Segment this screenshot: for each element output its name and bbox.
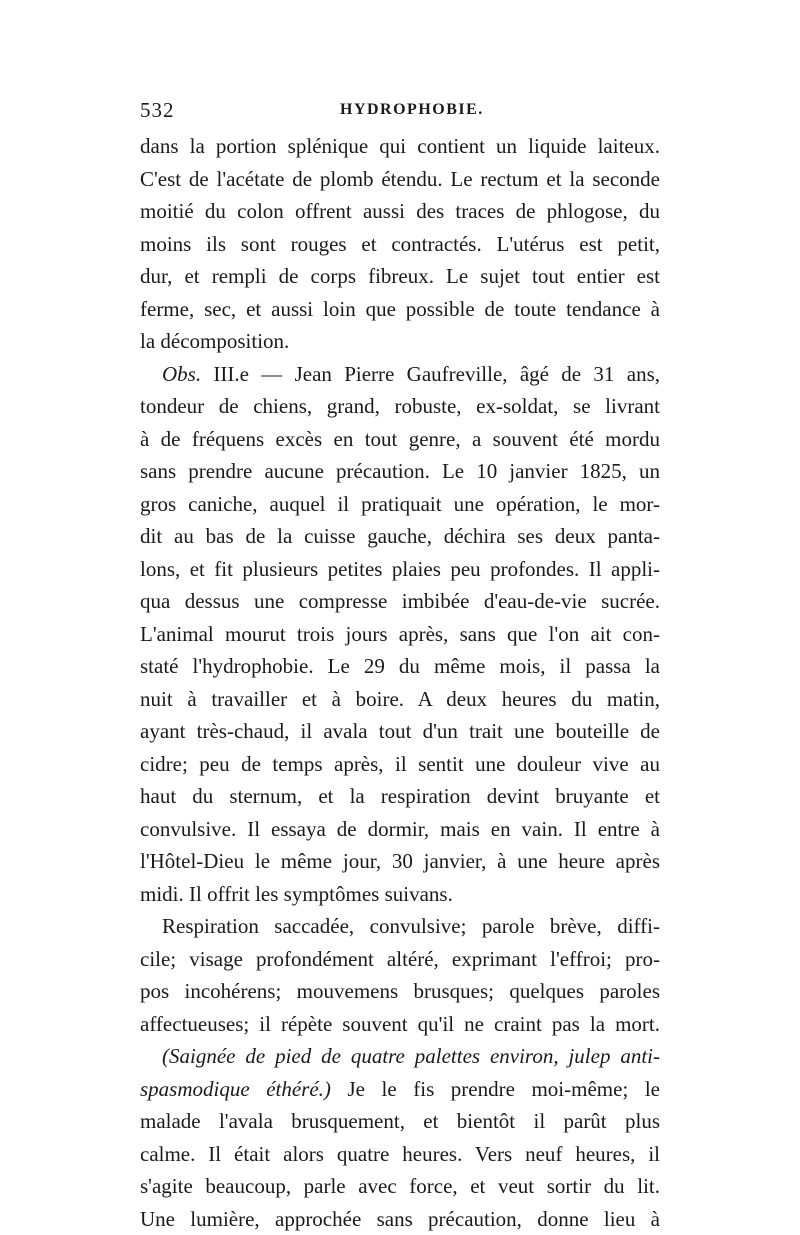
- observation-heading-line: [140, 358, 660, 391]
- text-line: midi. Il offrit les symptômes suivans.: [140, 878, 660, 911]
- text-line: Une lumière, approchée sans précaution, donne lieu à: [140, 1203, 660, 1235]
- text-line: dans la portion splénique qui contient un liquide laiteux.: [140, 130, 660, 163]
- obs-label: Obs.: [162, 362, 201, 386]
- prescription-line: (Saignée de pied de quatre palettes environ, julep anti-: [140, 1040, 660, 1073]
- text-line: convulsive. Il essaya de dormir, mais en vain. Il entre à: [140, 813, 660, 846]
- text-line: affectueuses; il répète souvent qu'il ne craint pas la mort.: [140, 1008, 660, 1041]
- text-line: dit au bas de la cuisse gauche, déchira ses deux panta-: [140, 520, 660, 553]
- text-line: staté l'hydrophobie. Le 29 du même mois, il passa la: [140, 650, 660, 683]
- text-line: lons, et fit plusieurs petites plaies peu profondes. Il appli-: [140, 553, 660, 586]
- text-line: [140, 1073, 660, 1106]
- text-line: ferme, sec, et aussi loin que possible de toute tendance à: [140, 293, 660, 326]
- text-line: sans prendre aucune précaution. Le 10 janvier 1825, un: [140, 455, 660, 488]
- text-line: moitié du colon offrent aussi des traces de phlogose, du: [140, 195, 660, 228]
- text-line: cile; visage profondément altéré, exprimant l'effroi; pro-: [140, 943, 660, 976]
- text-line: malade l'avala brusquement, et bientôt il parût plus: [140, 1105, 660, 1138]
- running-title: HYDROPHOBIE.: [340, 101, 484, 119]
- text-line: pos incohérens; mouvemens brusques; quelques paroles: [140, 975, 660, 1008]
- prescription-text: spasmodique éthéré.): [140, 1077, 331, 1101]
- text-line: l'Hôtel-Dieu le même jour, 30 janvier, à une heure après: [140, 845, 660, 878]
- text-line: dur, et rempli de corps fibreux. Le sujet tout entier est: [140, 260, 660, 293]
- text-line: qua dessus une compresse imbibée d'eau-de-vie sucrée.: [140, 585, 660, 618]
- text-line: tondeur de chiens, grand, robuste, ex-soldat, se livrant: [140, 390, 660, 423]
- text-line: gros caniche, auquel il pratiquait une opération, le mor-: [140, 488, 660, 521]
- text-line: haut du sternum, et la respiration devint bruyante et: [140, 780, 660, 813]
- text-line: à de fréquens excès en tout genre, a souvent été mordu: [140, 423, 660, 456]
- text-segment: III.e — Jean Pierre Gaufreville, âgé de 31 ans,: [201, 362, 660, 386]
- text-line: Respiration saccadée, convulsive; parole brève, diffi-: [140, 910, 660, 943]
- text-line: la décomposition.: [140, 325, 660, 358]
- text-line: moins ils sont rouges et contractés. L'utérus est petit,: [140, 228, 660, 261]
- text-line: cidre; peu de temps après, il sentit une douleur vive au: [140, 748, 660, 781]
- text-line: calme. Il était alors quatre heures. Vers neuf heures, il: [140, 1138, 660, 1171]
- text-segment: Je le fis prendre moi-même; le: [331, 1077, 660, 1101]
- text-line: L'animal mourut trois jours après, sans que l'on ait con-: [140, 618, 660, 651]
- page-number: 532: [140, 98, 175, 123]
- text-line: s'agite beaucoup, parle avec force, et veut sortir du lit.: [140, 1170, 660, 1203]
- running-head: [140, 98, 660, 128]
- text-line: ayant très-chaud, il avala tout d'un trait une bouteille de: [140, 715, 660, 748]
- text-line: C'est de l'acétate de plomb étendu. Le rectum et la seconde: [140, 163, 660, 196]
- text-line: nuit à travailler et à boire. A deux heures du matin,: [140, 683, 660, 716]
- body-text: [140, 130, 660, 1235]
